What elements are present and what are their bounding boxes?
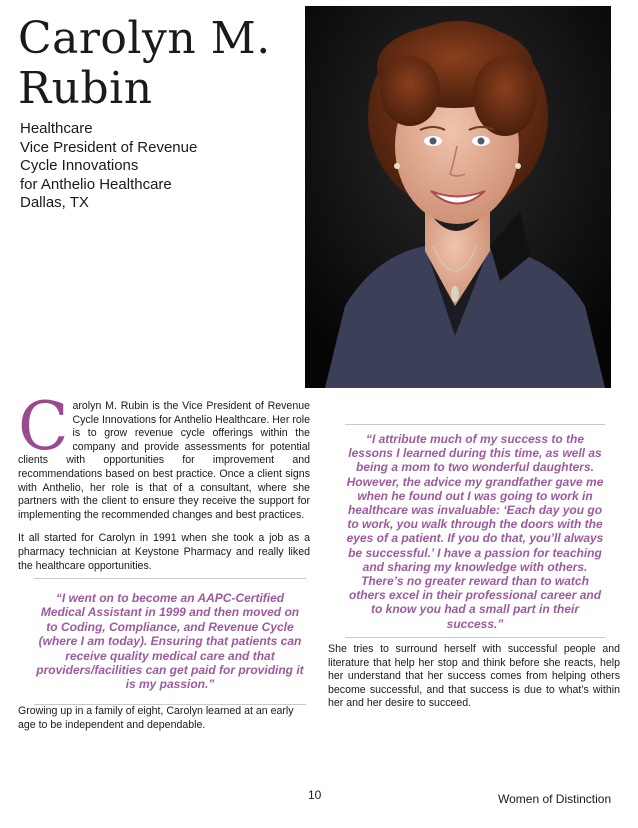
intro-text: arolyn M. Rubin is the Vice President of Revenue Cycle Innovations for Anthelio Healthcare. Her role is to grow revenue cycle offerings within the company and provide assessments for potential clients with opportunities for improvement and recommendations based on best practice. Once a client signs with Anthelio, her role is that of a consultant, where she partners with the client to ensure they receive the support for implementing the recommended changes and best practices. — [18, 400, 310, 521]
profile-name-line1: Carolyn M. — [18, 13, 271, 64]
paragraph-surround: She tries to surround herself with successful people and literature that help her stop and think before she reacts, help her understand that her success comes from helping others become successful, and that success is due to what’s within her and her desire to succeed. — [328, 643, 620, 710]
intro-paragraph — [18, 388, 310, 522]
article-left-column — [18, 388, 310, 583]
page-number: 10 — [308, 788, 322, 802]
portrait-illustration — [305, 6, 611, 388]
drop-cap: C — [18, 388, 69, 465]
profile-title-line1: Vice President of Revenue — [20, 138, 198, 156]
profile-name-line2: Rubin — [18, 63, 153, 114]
profile-category: Healthcare — [20, 120, 93, 137]
pull-quote-right: “I attribute much of my success to the lessons I learned during this time, as well as being a mom to two wonderful daughters. However, the advice my grandfather gave me when he found out I was going to work in healthcare was invaluable: ‘Each day you go to work, you walk through the doors with the eyes of a patient. If you do that, you’ll always be successful.’ I have a passion for teaching and sharing my knowledge with others. There’s no greater reward than to watch others excel in their professional career and to know you had a small part in their success.” — [345, 424, 605, 638]
profile-info — [20, 120, 290, 213]
pull-quote-left: “I went on to become an AAPC-Certified Medical Assistant in 1999 and then moved on to Coding, Compliance, and Revenue Cycle (where I am today). Ensuring that patients can receive quality medical care and that providers/facilities can get paid for providing it is my passion.” — [34, 578, 306, 705]
profile-title-line3: for Anthelio Healthcare — [20, 175, 172, 193]
profile-title-line2: Cycle Innovations — [20, 157, 139, 174]
portrait-photo — [305, 6, 611, 388]
profile-name — [18, 14, 308, 114]
publication-title: Women of Distinction — [498, 792, 612, 806]
paragraph-start: It all started for Carolyn in 1991 when she took a job as a pharmacy technician at Keystone Pharmacy and really liked the healthcare opportunities. — [18, 532, 310, 572]
paragraph-family: Growing up in a family of eight, Carolyn learned at an early age to be independent and dependable. — [18, 705, 294, 731]
profile-location: Dallas, TX — [20, 194, 89, 211]
